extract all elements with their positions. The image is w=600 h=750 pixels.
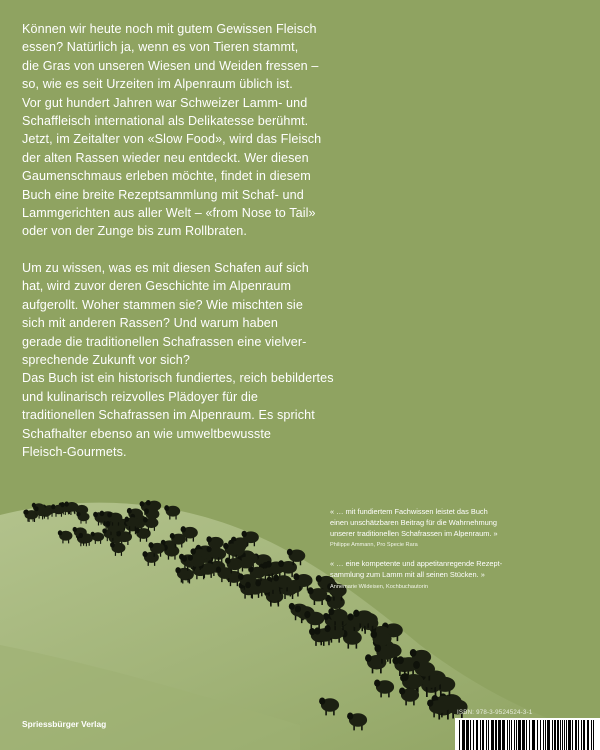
text-line: einen unschätzbaren Beitrag für die Wahrnehmung bbox=[330, 517, 497, 527]
quote-source: Annemarie Wildeisen, Kochbuchautorin bbox=[330, 583, 428, 590]
text-line: sprechende Zukunft vor sich? bbox=[22, 352, 191, 367]
blurb-text bbox=[22, 20, 542, 461]
text-line: « … mit fundiertem Fachwissen leistet das Buch bbox=[330, 507, 488, 516]
text-line: gerade die traditionellen Schafrassen eine vielver- bbox=[22, 334, 307, 349]
barcode-bar bbox=[516, 720, 517, 750]
barcode-bar bbox=[557, 720, 559, 750]
barcode-bar bbox=[581, 720, 582, 750]
barcode-bar bbox=[566, 720, 567, 750]
text-line: hat, wird zuvor deren Geschichte im Alpenraum bbox=[22, 279, 292, 294]
text-line: der alten Rassen wieder neu entdeckt. Wer diesen bbox=[22, 150, 309, 165]
quote-text bbox=[330, 507, 585, 539]
barcode-bar bbox=[575, 720, 577, 750]
barcode-bar bbox=[480, 720, 481, 750]
text-line: Schafhalter ebenso an wie umweltbewusste bbox=[22, 426, 272, 441]
barcode-bar bbox=[498, 720, 501, 750]
text-line: Fleisch-Gourmets. bbox=[22, 444, 127, 459]
text-line: Lammgerichten aus aller Welt – «from Nose to Tail» bbox=[22, 206, 316, 221]
barcode-bar bbox=[488, 720, 489, 750]
barcode-bar bbox=[529, 720, 530, 750]
barcode-bar bbox=[470, 720, 471, 750]
blurb-paragraph-1 bbox=[22, 20, 542, 241]
review-quotes bbox=[330, 507, 585, 601]
barcode-bar bbox=[547, 720, 550, 750]
barcode-bar bbox=[545, 720, 546, 750]
text-line: sammlung zum Lamm mit all seinen Stücken. » bbox=[330, 570, 485, 580]
barcode-bar bbox=[572, 720, 573, 750]
barcode-bar bbox=[459, 720, 460, 750]
text-line: Können wir heute noch mit gutem Gewissen Fleisch bbox=[22, 22, 317, 36]
text-line: unserer traditionellen Schafrassen im Alpenraum. » bbox=[330, 528, 498, 538]
barcode-bar bbox=[564, 720, 565, 750]
text-line: Gaumenschmaus erleben möchte, findet in diesem bbox=[22, 169, 311, 184]
barcode-bar bbox=[491, 720, 494, 750]
barcode-bar bbox=[560, 720, 561, 750]
barcode-bar bbox=[511, 720, 512, 750]
barcode-bar bbox=[473, 720, 474, 750]
barcode-bar bbox=[518, 720, 521, 750]
text-line: Vor gut hundert Jahren war Schweizer Lamm- und bbox=[22, 95, 308, 110]
blurb-paragraph-2 bbox=[22, 259, 542, 369]
barcode-bar bbox=[591, 720, 592, 750]
barcode-bar bbox=[486, 720, 487, 750]
text-line: Buch eine breite Rezeptsammlung mit Schaf- und bbox=[22, 187, 304, 202]
barcode-bar bbox=[568, 720, 571, 750]
text-line: und kulinarisch reizvolles Plädoyer für die bbox=[22, 389, 258, 404]
barcode-bar bbox=[562, 720, 563, 750]
text-line: essen? Natürlich ja, wenn es von Tieren stammt, bbox=[22, 40, 299, 55]
text-line: oder von der Zunge bis zum Rollbraten. bbox=[22, 224, 248, 239]
quote-text bbox=[330, 559, 585, 581]
barcode-bar bbox=[532, 720, 535, 750]
barcode-bar bbox=[522, 720, 525, 750]
barcode-bar bbox=[552, 720, 553, 750]
barcode-bar bbox=[462, 720, 465, 750]
publisher-name: Spriessbürger Verlag bbox=[22, 719, 107, 729]
barcode-bar bbox=[593, 720, 594, 750]
text-line: traditionellen Schafrassen im Alpenraum. Es spricht bbox=[22, 408, 315, 423]
barcode-bar bbox=[476, 720, 478, 750]
text-line: Schaffleisch international als Delikatesse berühmt. bbox=[22, 114, 309, 129]
text-line: die Gras von unseren Wiesen und Weiden fressen – bbox=[22, 58, 319, 73]
barcode-bar bbox=[495, 720, 497, 750]
barcode-bar bbox=[543, 720, 544, 750]
barcode-bar bbox=[583, 720, 585, 750]
text-line: Das Buch ist ein historisch fundiertes, reich bebildertes bbox=[22, 371, 334, 386]
isbn-number: ISBN: 978-3-9524524-3-1 bbox=[457, 709, 533, 716]
barcode-bar bbox=[466, 720, 469, 750]
quote-wildeisen bbox=[330, 559, 585, 592]
barcode-bar bbox=[502, 720, 505, 750]
barcode-bar bbox=[587, 720, 589, 750]
text-line: « … eine kompetente und appetitanregende Rezept- bbox=[330, 559, 503, 569]
barcode-bar bbox=[540, 720, 541, 750]
barcode-bar bbox=[554, 720, 556, 750]
text-line: sich mit anderen Rassen? Und warum haben bbox=[22, 316, 279, 331]
barcode-bar bbox=[537, 720, 538, 750]
quote-ammann bbox=[330, 507, 585, 550]
text-line: so, wie es seit Urzeiten im Alpenraum üblich ist. bbox=[22, 77, 293, 92]
text-line: Um zu wissen, was es mit diesen Schafen auf sich bbox=[22, 260, 309, 275]
text-line: Jetzt, im Zeitalter von «Slow Food», wird das Fleisch bbox=[22, 132, 322, 147]
text-line: aufgerollt. Woher stammen sie? Wie mischten sie bbox=[22, 297, 303, 312]
barcode-bar bbox=[509, 720, 510, 750]
blurb-paragraph-3 bbox=[22, 369, 542, 461]
barcode-bar bbox=[482, 720, 484, 750]
barcode-bar bbox=[507, 720, 508, 750]
barcode bbox=[455, 718, 600, 750]
barcode-bar bbox=[578, 720, 579, 750]
barcode-bar bbox=[526, 720, 527, 750]
barcode-bar bbox=[514, 720, 515, 750]
quote-source: Philippe Ammann, Pro Specie Rara bbox=[330, 542, 418, 549]
